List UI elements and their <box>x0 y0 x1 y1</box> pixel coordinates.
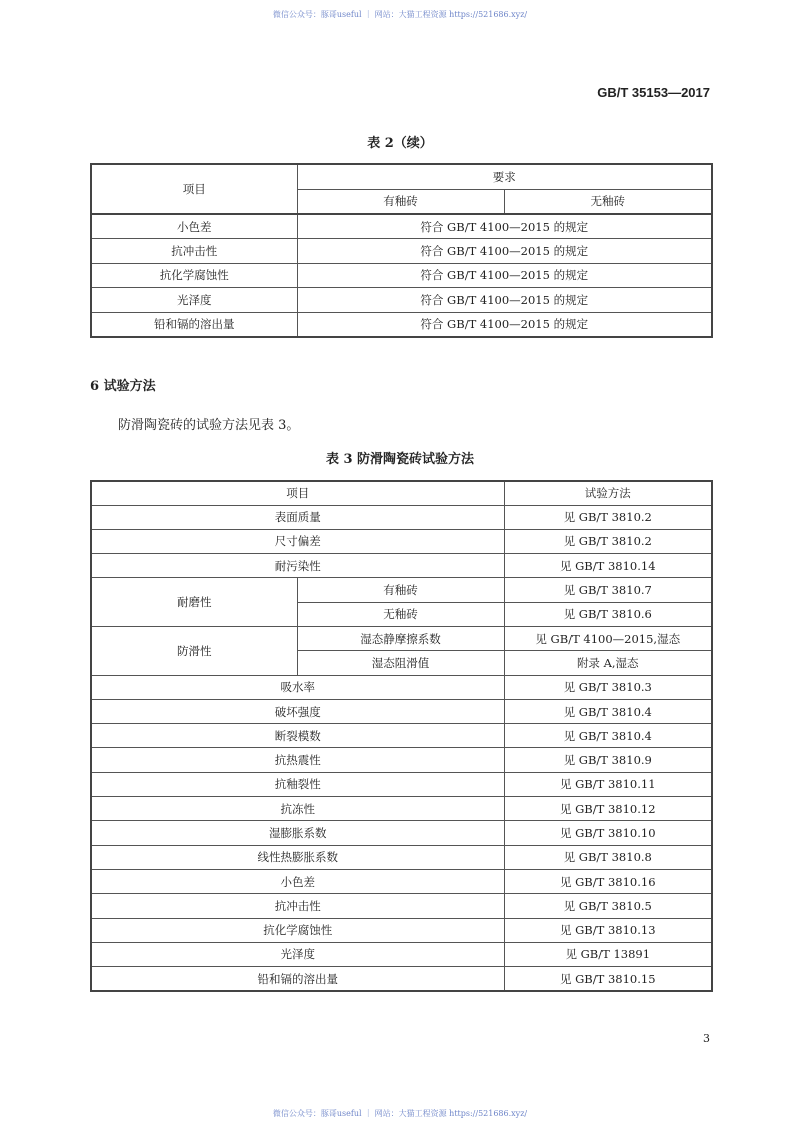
method: 见 GB/T 3810.3 <box>504 675 712 699</box>
requirement: 符合 GB/T 4100—2015 的规定 <box>297 239 712 264</box>
page-number: 3 <box>703 1032 710 1045</box>
table-row <box>91 554 712 578</box>
standard-number: GB/T 35153—2017 <box>597 85 710 100</box>
table3 <box>90 480 713 992</box>
method: 见 GB/T 13891 <box>504 942 712 966</box>
table2 <box>90 163 713 338</box>
table-row <box>91 918 712 942</box>
table-row <box>91 772 712 796</box>
method: 见 GB/T 3810.4 <box>504 699 712 723</box>
item-group: 防滑性 <box>91 626 297 675</box>
table-row <box>91 675 712 699</box>
item: 断裂模数 <box>91 724 504 748</box>
item: 湿膨胀系数 <box>91 821 504 845</box>
table-row <box>91 845 712 869</box>
item: 线性热膨胀系数 <box>91 845 504 869</box>
item: 破坏强度 <box>91 699 504 723</box>
item: 小色差 <box>91 214 297 239</box>
requirement: 符合 GB/T 4100—2015 的规定 <box>297 312 712 337</box>
table-row <box>91 578 712 602</box>
item: 耐污染性 <box>91 554 504 578</box>
requirement: 符合 GB/T 4100—2015 的规定 <box>297 263 712 288</box>
method: 见 GB/T 3810.5 <box>504 894 712 918</box>
sub-item: 湿态静摩擦系数 <box>297 626 504 650</box>
header-unglazed: 无釉砖 <box>504 189 712 214</box>
table-row <box>91 505 712 529</box>
item: 表面质量 <box>91 505 504 529</box>
table-row <box>91 699 712 723</box>
method: 附录 A,湿态 <box>504 651 712 675</box>
table-row <box>91 797 712 821</box>
item: 光泽度 <box>91 288 297 313</box>
method: 见 GB/T 4100—2015,湿态 <box>504 626 712 650</box>
sub-item: 有釉砖 <box>297 578 504 602</box>
table-row <box>91 214 712 239</box>
sub-item: 湿态阻滑值 <box>297 651 504 675</box>
method: 见 GB/T 3810.9 <box>504 748 712 772</box>
requirement: 符合 GB/T 4100—2015 的规定 <box>297 288 712 313</box>
table-row <box>91 894 712 918</box>
section-text: 防滑陶瓷砖的试验方法见表 3。 <box>118 418 300 433</box>
item-group: 耐磨性 <box>91 578 297 627</box>
item: 抗冲击性 <box>91 894 504 918</box>
method: 见 GB/T 3810.15 <box>504 967 712 991</box>
item: 抗化学腐蚀性 <box>91 918 504 942</box>
method: 见 GB/T 3810.6 <box>504 602 712 626</box>
method: 见 GB/T 3810.8 <box>504 845 712 869</box>
item: 抗釉裂性 <box>91 772 504 796</box>
table-row <box>91 263 712 288</box>
item: 抗冻性 <box>91 797 504 821</box>
table-row <box>91 312 712 337</box>
item: 抗化学腐蚀性 <box>91 263 297 288</box>
item: 吸水率 <box>91 675 504 699</box>
method: 见 GB/T 3810.14 <box>504 554 712 578</box>
watermark-top: 微信公众号：豚哥useful ｜ 网站：大猫工程资源 https://521686.xyz/ <box>272 10 528 19</box>
item: 抗冲击性 <box>91 239 297 264</box>
header-item: 项目 <box>91 164 297 214</box>
item: 铅和镉的溶出量 <box>91 312 297 337</box>
table-row <box>91 821 712 845</box>
item: 小色差 <box>91 869 504 893</box>
requirement: 符合 GB/T 4100—2015 的规定 <box>297 214 712 239</box>
method: 见 GB/T 3810.11 <box>504 772 712 796</box>
table-row <box>91 529 712 553</box>
table2-caption: 表 2（续） <box>367 136 433 151</box>
table-row <box>91 724 712 748</box>
section-title: 6 试验方法 <box>90 379 156 394</box>
method: 见 GB/T 3810.16 <box>504 869 712 893</box>
header-method: 试验方法 <box>504 481 712 505</box>
method: 见 GB/T 3810.13 <box>504 918 712 942</box>
item: 抗热震性 <box>91 748 504 772</box>
table-row <box>91 869 712 893</box>
table-row <box>91 748 712 772</box>
sub-item: 无釉砖 <box>297 602 504 626</box>
table-row <box>91 626 712 650</box>
item: 尺寸偏差 <box>91 529 504 553</box>
method: 见 GB/T 3810.12 <box>504 797 712 821</box>
table3-caption: 表 3 防滑陶瓷砖试验方法 <box>325 452 475 467</box>
header-requirement: 要求 <box>297 164 712 189</box>
item: 光泽度 <box>91 942 504 966</box>
watermark-bottom: 微信公众号：豚哥useful ｜ 网站：大猫工程资源 https://521686.xyz/ <box>272 1109 528 1118</box>
method: 见 GB/T 3810.4 <box>504 724 712 748</box>
method: 见 GB/T 3810.10 <box>504 821 712 845</box>
table-row <box>91 239 712 264</box>
item: 铅和镉的溶出量 <box>91 967 504 991</box>
method: 见 GB/T 3810.2 <box>504 505 712 529</box>
header-glazed: 有釉砖 <box>297 189 504 214</box>
method: 见 GB/T 3810.7 <box>504 578 712 602</box>
header-item: 项目 <box>91 481 504 505</box>
method: 见 GB/T 3810.2 <box>504 529 712 553</box>
table-row <box>91 967 712 991</box>
table-row <box>91 288 712 313</box>
table-row <box>91 942 712 966</box>
